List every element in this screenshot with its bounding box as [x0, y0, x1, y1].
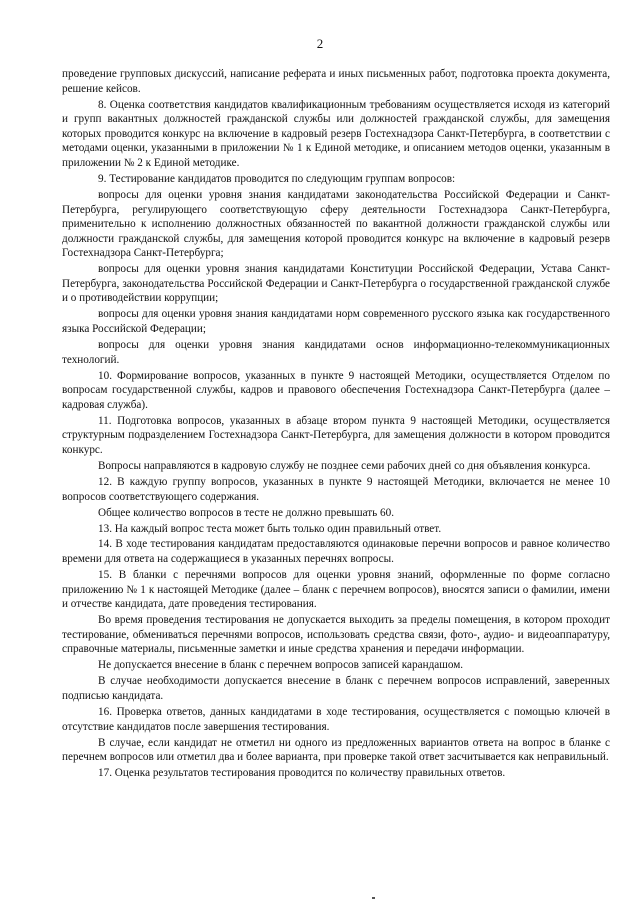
paragraph: вопросы для оценки уровня знания кандидатами законодательства Российской Федерации и Санкт-Петербурга, регулирующего соответствующую сферу деятельности Гостехнадзора Санкт-Петербурга, применительно к исполнению должностных обязанностей по вакантной должности гражданской службы или должности гражданской службы, для замещения которой проводится конкурс на включение в кадровый резерв Гостехнадзора Санкт-Петербурга; — [62, 188, 610, 260]
paragraph: 8. Оценка соответствия кандидатов квалификационным требованиям осуществляется исходя из категорий и групп вакантных должностей гражданской службы или должностей гражданской службы, для замещения которых проводится конкурс на включение в кадровый резерв Гостехнадзора Санкт-Петербурга, в соответствии с методами оценки, указанными в приложении № 1 к Единой методике, и описанием методов оценки, указанным в приложении № 2 к Единой методике. — [62, 98, 610, 169]
paragraph: Во время проведения тестирования не допускается выходить за пределы помещения, в котором проходит тестирование, обмениваться перечнями вопросов, использовать средства связи, фото-, аудио- и видеоаппаратуру, справочные материалы, письменные заметки и иные средства хранения и передачи информации. — [62, 614, 610, 656]
paragraph: проведение групповых дискуссий, написание реферата и иных письменных работ, подготовка проекта документа, решение кейсов. — [62, 68, 610, 95]
paragraph: 9. Тестирование кандидатов проводится по следующим группам вопросов: — [98, 172, 456, 185]
paragraph: Общее количество вопросов в тесте не должно превышать 60. — [98, 506, 395, 519]
paragraph: 12. В каждую группу вопросов, указанных в пункте 9 настоящей Методики, включается не менее 10 вопросов соответствующего содержания. — [62, 475, 610, 503]
paragraph: 10. Формирование вопросов, указанных в пункте 9 настоящей Методики, осуществляется Отделом по вопросам государственной службы, кадров и правового обеспечения Гостехнадзора Санкт-Петербурга (далее – кадровая служба). — [62, 369, 610, 411]
paragraph: 14. В ходе тестирования кандидатам предоставляются одинаковые перечни вопросов и равное количество времени для ответа на содержащиеся в указанных перечнях вопросы. — [62, 538, 610, 566]
paragraph: вопросы для оценки уровня знания кандидатами норм современного русского языка как государственного языка Российской Федерации; — [62, 308, 610, 336]
paragraph: вопросы для оценки уровня знания кандидатами основ информационно-телекоммуникационных технологий. — [62, 339, 610, 366]
paragraph: 13. На каждый вопрос теста может быть только один правильный ответ. — [98, 522, 442, 535]
paragraph: В случае, если кандидат не отметил ни одного из предложенных вариантов ответа на вопрос в бланке с перечнем вопросов или отметил два и более варианта, при проверке такой ответ засчитывается как неправильный. — [62, 736, 610, 764]
document-body — [62, 67, 610, 782]
paragraph: 15. В бланки с перечнями вопросов для оценки уровня знаний, оформленные по форме согласно приложению № 1 к настоящей Методике (далее – бланк с перечнем вопросов), вносятся записи о фамилии, имени и отчестве кандидата, дате проведения тестирования. — [62, 569, 610, 611]
paragraph: 16. Проверка ответов, данных кандидатами в ходе тестирования, осуществляется с помощью ключей в отсутствие кандидатов после завершения тестирования. — [62, 705, 610, 733]
paragraph: Не допускается внесение в бланк с перечнем вопросов записей карандашом. — [98, 659, 464, 672]
paragraph: вопросы для оценки уровня знания кандидатами Конституции Российской Федерации, Устава Санкт-Петербурга, законодательства Российской Федерации и Санкт-Петербурга о государственной гражданской службе и о противодействии коррупции; — [62, 263, 610, 305]
scan-mark — [372, 897, 375, 899]
paragraph: 11. Подготовка вопросов, указанных в абзаце втором пункта 9 настоящей Методики, осуществляется структурным подразделением Гостехнадзора Санкт-Петербурга, для замещения должности в котором проводится конкурс. — [62, 414, 610, 456]
paragraph: Вопросы направляются в кадровую службу не позднее семи рабочих дней со дня объявления конкурса. — [98, 459, 591, 472]
paragraph: В случае необходимости допускается внесение в бланк с перечнем вопросов исправлений, заверенных подписью кандидата. — [62, 675, 610, 702]
paragraph: 17. Оценка результатов тестирования проводится по количеству правильных ответов. — [98, 767, 506, 780]
page-number: 2 — [316, 36, 324, 51]
